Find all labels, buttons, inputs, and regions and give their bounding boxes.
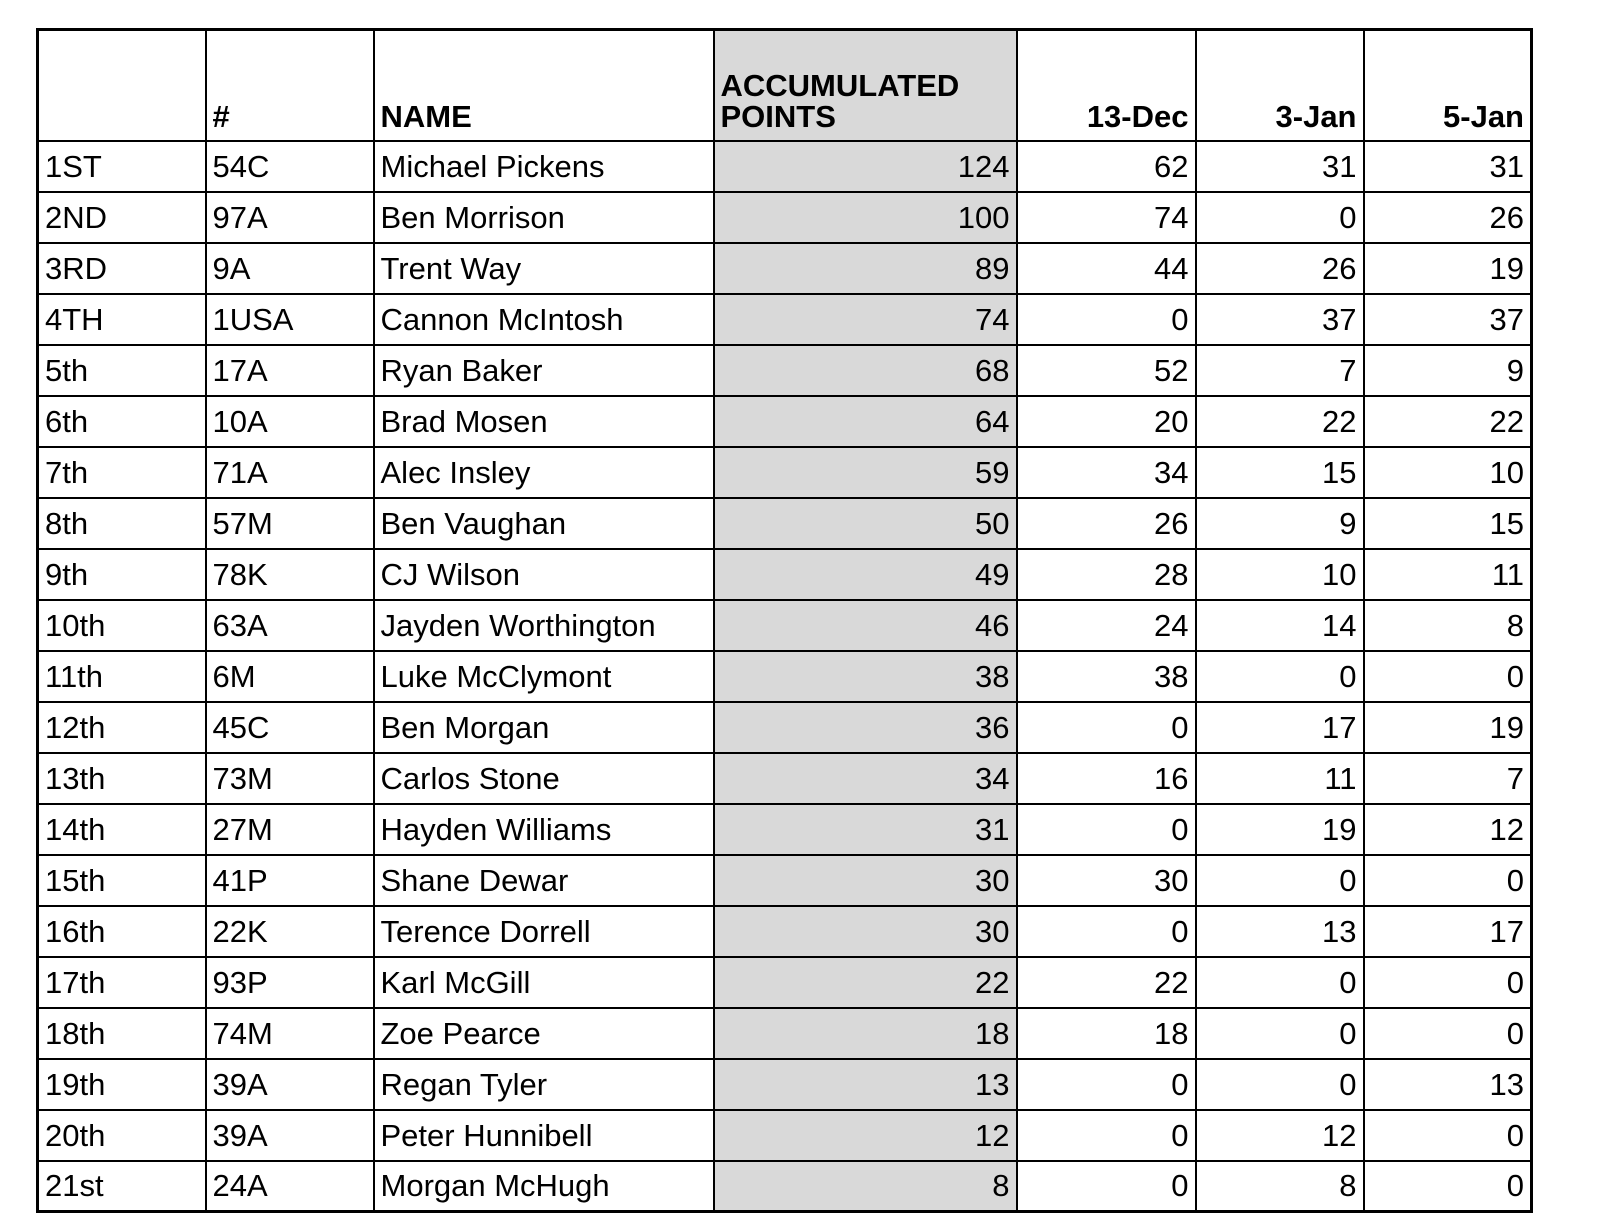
table-row xyxy=(38,702,1532,753)
cell-name: Ben Vaughan xyxy=(374,498,714,549)
cell-name: Trent Way xyxy=(374,243,714,294)
cell-place: 18th xyxy=(38,1008,206,1059)
cell-number: 63A xyxy=(206,600,374,651)
cell-number: 93P xyxy=(206,957,374,1008)
cell-accumulated-points: 49 xyxy=(714,549,1017,600)
cell-round-1: 52 xyxy=(1017,345,1196,396)
cell-name: Michael Pickens xyxy=(374,141,714,192)
cell-round-3: 9 xyxy=(1364,345,1532,396)
cell-number: 22K xyxy=(206,906,374,957)
cell-accumulated-points: 13 xyxy=(714,1059,1017,1110)
cell-number: 24A xyxy=(206,1161,374,1212)
cell-place: 12th xyxy=(38,702,206,753)
cell-place: 9th xyxy=(38,549,206,600)
cell-round-3: 10 xyxy=(1364,447,1532,498)
cell-round-2: 0 xyxy=(1196,651,1364,702)
cell-round-1: 0 xyxy=(1017,1110,1196,1161)
cell-round-1: 30 xyxy=(1017,855,1196,906)
cell-round-2: 14 xyxy=(1196,600,1364,651)
cell-round-2: 0 xyxy=(1196,1059,1364,1110)
cell-round-2: 19 xyxy=(1196,804,1364,855)
cell-place: 1ST xyxy=(38,141,206,192)
cell-round-3: 0 xyxy=(1364,855,1532,906)
cell-name: Alec Insley xyxy=(374,447,714,498)
cell-round-3: 37 xyxy=(1364,294,1532,345)
cell-round-1: 20 xyxy=(1017,396,1196,447)
cell-name: CJ Wilson xyxy=(374,549,714,600)
cell-accumulated-points: 34 xyxy=(714,753,1017,804)
cell-round-1: 22 xyxy=(1017,957,1196,1008)
cell-round-2: 0 xyxy=(1196,1008,1364,1059)
cell-number: 17A xyxy=(206,345,374,396)
table-row xyxy=(38,192,1532,243)
cell-round-3: 12 xyxy=(1364,804,1532,855)
cell-round-3: 13 xyxy=(1364,1059,1532,1110)
cell-round-1: 26 xyxy=(1017,498,1196,549)
cell-round-1: 0 xyxy=(1017,1059,1196,1110)
cell-round-3: 11 xyxy=(1364,549,1532,600)
cell-name: Hayden Williams xyxy=(374,804,714,855)
cell-accumulated-points: 68 xyxy=(714,345,1017,396)
cell-accumulated-points: 30 xyxy=(714,906,1017,957)
header-round-1: 13-Dec xyxy=(1017,30,1196,141)
cell-accumulated-points: 59 xyxy=(714,447,1017,498)
table-row xyxy=(38,1161,1532,1212)
cell-accumulated-points: 31 xyxy=(714,804,1017,855)
cell-number: 97A xyxy=(206,192,374,243)
cell-place: 4TH xyxy=(38,294,206,345)
cell-round-3: 19 xyxy=(1364,243,1532,294)
table-row xyxy=(38,396,1532,447)
cell-round-2: 31 xyxy=(1196,141,1364,192)
cell-place: 6th xyxy=(38,396,206,447)
cell-number: 1USA xyxy=(206,294,374,345)
cell-name: Karl McGill xyxy=(374,957,714,1008)
cell-number: 10A xyxy=(206,396,374,447)
cell-accumulated-points: 30 xyxy=(714,855,1017,906)
cell-round-1: 34 xyxy=(1017,447,1196,498)
cell-name: Carlos Stone xyxy=(374,753,714,804)
header-accumulated-line2: POINTS xyxy=(720,98,836,134)
cell-name: Brad Mosen xyxy=(374,396,714,447)
cell-place: 10th xyxy=(38,600,206,651)
header-number: # xyxy=(206,30,374,141)
header-place xyxy=(38,30,206,141)
cell-place: 20th xyxy=(38,1110,206,1161)
cell-round-2: 11 xyxy=(1196,753,1364,804)
cell-accumulated-points: 18 xyxy=(714,1008,1017,1059)
cell-name: Ben Morrison xyxy=(374,192,714,243)
cell-round-3: 26 xyxy=(1364,192,1532,243)
cell-place: 14th xyxy=(38,804,206,855)
cell-round-1: 0 xyxy=(1017,1161,1196,1212)
cell-accumulated-points: 74 xyxy=(714,294,1017,345)
table-row xyxy=(38,345,1532,396)
header-accumulated-points xyxy=(714,30,1017,141)
cell-round-2: 0 xyxy=(1196,192,1364,243)
table-row xyxy=(38,855,1532,906)
cell-place: 21st xyxy=(38,1161,206,1212)
cell-number: 27M xyxy=(206,804,374,855)
cell-round-3: 7 xyxy=(1364,753,1532,804)
table-row xyxy=(38,804,1532,855)
cell-round-2: 26 xyxy=(1196,243,1364,294)
cell-round-2: 7 xyxy=(1196,345,1364,396)
cell-accumulated-points: 124 xyxy=(714,141,1017,192)
cell-accumulated-points: 12 xyxy=(714,1110,1017,1161)
table-row xyxy=(38,447,1532,498)
cell-accumulated-points: 38 xyxy=(714,651,1017,702)
table-body xyxy=(38,141,1532,1212)
cell-accumulated-points: 8 xyxy=(714,1161,1017,1212)
cell-round-1: 0 xyxy=(1017,294,1196,345)
cell-round-2: 0 xyxy=(1196,957,1364,1008)
cell-place: 19th xyxy=(38,1059,206,1110)
table-row xyxy=(38,906,1532,957)
cell-round-1: 0 xyxy=(1017,906,1196,957)
cell-round-2: 37 xyxy=(1196,294,1364,345)
cell-number: 45C xyxy=(206,702,374,753)
cell-place: 15th xyxy=(38,855,206,906)
header-name: NAME xyxy=(374,30,714,141)
table-row xyxy=(38,498,1532,549)
table-row xyxy=(38,600,1532,651)
cell-name: Ben Morgan xyxy=(374,702,714,753)
cell-round-3: 0 xyxy=(1364,957,1532,1008)
table-row xyxy=(38,243,1532,294)
cell-number: 6M xyxy=(206,651,374,702)
table-row xyxy=(38,141,1532,192)
header-round-3: 5-Jan xyxy=(1364,30,1532,141)
table-row xyxy=(38,1008,1532,1059)
cell-round-2: 8 xyxy=(1196,1161,1364,1212)
header-round-2: 3-Jan xyxy=(1196,30,1364,141)
cell-accumulated-points: 50 xyxy=(714,498,1017,549)
cell-name: Cannon McIntosh xyxy=(374,294,714,345)
cell-place: 13th xyxy=(38,753,206,804)
cell-accumulated-points: 36 xyxy=(714,702,1017,753)
table-row xyxy=(38,549,1532,600)
cell-round-3: 15 xyxy=(1364,498,1532,549)
cell-number: 71A xyxy=(206,447,374,498)
cell-number: 39A xyxy=(206,1110,374,1161)
cell-name: Jayden Worthington xyxy=(374,600,714,651)
cell-round-1: 24 xyxy=(1017,600,1196,651)
cell-round-1: 28 xyxy=(1017,549,1196,600)
cell-number: 57M xyxy=(206,498,374,549)
cell-round-1: 62 xyxy=(1017,141,1196,192)
cell-round-2: 13 xyxy=(1196,906,1364,957)
table-header xyxy=(38,30,1532,141)
cell-round-1: 16 xyxy=(1017,753,1196,804)
cell-round-1: 44 xyxy=(1017,243,1196,294)
cell-round-2: 17 xyxy=(1196,702,1364,753)
cell-round-1: 18 xyxy=(1017,1008,1196,1059)
cell-round-2: 22 xyxy=(1196,396,1364,447)
cell-place: 2ND xyxy=(38,192,206,243)
table-row xyxy=(38,651,1532,702)
cell-place: 11th xyxy=(38,651,206,702)
cell-accumulated-points: 64 xyxy=(714,396,1017,447)
table-row xyxy=(38,1110,1532,1161)
cell-number: 78K xyxy=(206,549,374,600)
cell-number: 39A xyxy=(206,1059,374,1110)
cell-round-3: 19 xyxy=(1364,702,1532,753)
cell-round-3: 22 xyxy=(1364,396,1532,447)
cell-name: Zoe Pearce xyxy=(374,1008,714,1059)
cell-round-3: 0 xyxy=(1364,1110,1532,1161)
cell-round-1: 74 xyxy=(1017,192,1196,243)
cell-name: Luke McClymont xyxy=(374,651,714,702)
cell-round-3: 8 xyxy=(1364,600,1532,651)
cell-round-2: 9 xyxy=(1196,498,1364,549)
cell-round-3: 31 xyxy=(1364,141,1532,192)
cell-round-1: 0 xyxy=(1017,804,1196,855)
cell-number: 54C xyxy=(206,141,374,192)
cell-round-2: 10 xyxy=(1196,549,1364,600)
table-row xyxy=(38,1059,1532,1110)
cell-number: 73M xyxy=(206,753,374,804)
cell-name: Peter Hunnibell xyxy=(374,1110,714,1161)
cell-accumulated-points: 100 xyxy=(714,192,1017,243)
cell-round-3: 0 xyxy=(1364,1161,1532,1212)
cell-round-1: 0 xyxy=(1017,702,1196,753)
cell-name: Ryan Baker xyxy=(374,345,714,396)
cell-round-2: 15 xyxy=(1196,447,1364,498)
cell-round-3: 0 xyxy=(1364,1008,1532,1059)
cell-round-3: 17 xyxy=(1364,906,1532,957)
table-row xyxy=(38,294,1532,345)
header-accumulated-line1: ACCUMULATED xyxy=(720,67,960,103)
standings-table xyxy=(36,28,1533,1213)
cell-name: Terence Dorrell xyxy=(374,906,714,957)
table-row xyxy=(38,957,1532,1008)
cell-round-3: 0 xyxy=(1364,651,1532,702)
cell-place: 17th xyxy=(38,957,206,1008)
cell-accumulated-points: 89 xyxy=(714,243,1017,294)
cell-place: 16th xyxy=(38,906,206,957)
header-row xyxy=(38,30,1532,141)
cell-round-2: 0 xyxy=(1196,855,1364,906)
cell-accumulated-points: 22 xyxy=(714,957,1017,1008)
table-row xyxy=(38,753,1532,804)
cell-number: 74M xyxy=(206,1008,374,1059)
cell-round-1: 38 xyxy=(1017,651,1196,702)
cell-place: 7th xyxy=(38,447,206,498)
cell-round-2: 12 xyxy=(1196,1110,1364,1161)
cell-place: 8th xyxy=(38,498,206,549)
cell-place: 5th xyxy=(38,345,206,396)
cell-number: 41P xyxy=(206,855,374,906)
cell-place: 3RD xyxy=(38,243,206,294)
cell-name: Shane Dewar xyxy=(374,855,714,906)
cell-number: 9A xyxy=(206,243,374,294)
cell-accumulated-points: 46 xyxy=(714,600,1017,651)
cell-name: Morgan McHugh xyxy=(374,1161,714,1212)
cell-name: Regan Tyler xyxy=(374,1059,714,1110)
